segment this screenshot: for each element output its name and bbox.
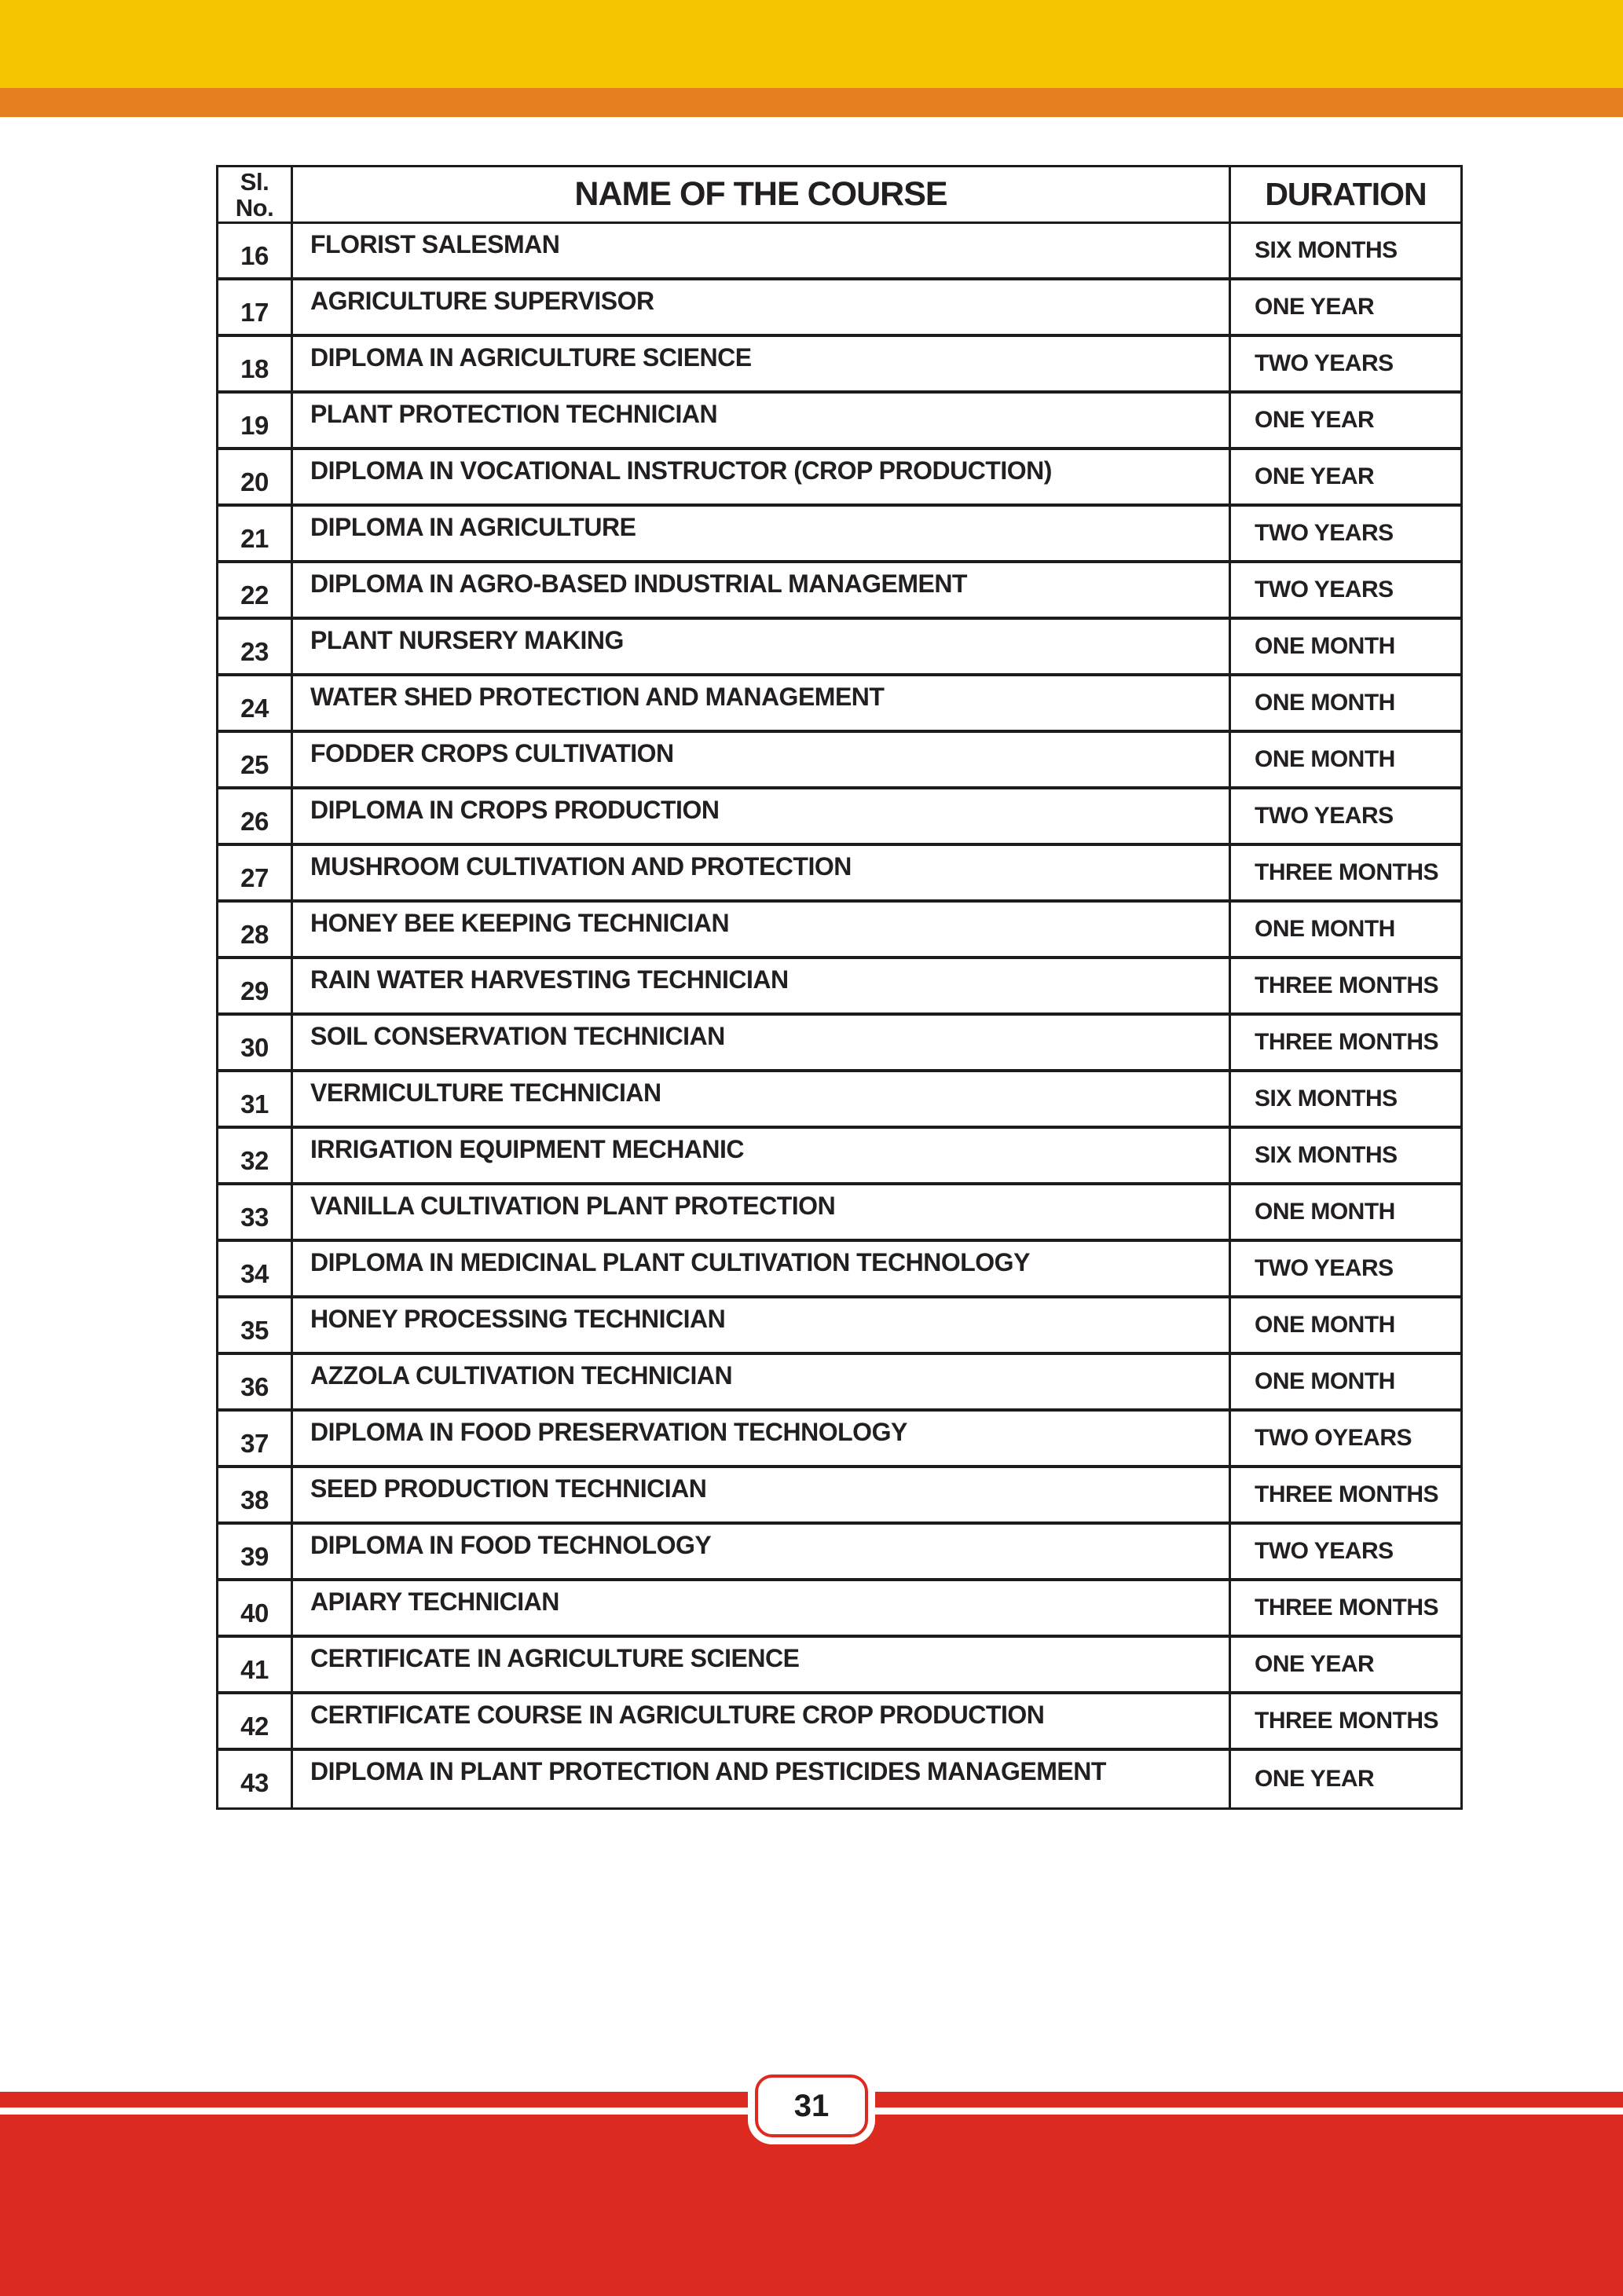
sl-no-cell: 20 [218, 450, 293, 504]
sl-no-cell: 41 [218, 1638, 293, 1691]
table-row [218, 394, 1460, 450]
table-row [218, 563, 1460, 620]
course-name-cell: IRRIGATION EQUIPMENT MECHANIC [293, 1129, 1231, 1182]
page-number: 31 [793, 2088, 830, 2123]
header-duration [1231, 167, 1460, 222]
table-row [218, 1016, 1460, 1072]
table-row [218, 1072, 1460, 1129]
table-row [218, 1581, 1460, 1638]
table-row [218, 846, 1460, 903]
course-name-cell: DIPLOMA IN CROPS PRODUCTION [293, 789, 1231, 843]
duration-cell: ONE YEAR [1255, 1766, 1375, 1792]
duration-cell: THREE MONTHS [1255, 1029, 1438, 1055]
duration-cell: TWO YEARS [1255, 577, 1394, 602]
header-course-name-label: NAME OF THE COURSE [574, 175, 947, 213]
duration-cell: THREE MONTHS [1255, 972, 1438, 998]
duration-cell: TWO YEARS [1255, 1255, 1394, 1281]
header-sl-no [218, 167, 293, 222]
sl-no-cell: 22 [218, 563, 293, 617]
duration-cell: SIX MONTHS [1255, 237, 1398, 263]
course-name-cell: SEED PRODUCTION TECHNICIAN [293, 1468, 1231, 1522]
table-row [218, 1185, 1460, 1242]
top-yellow-banner [0, 0, 1623, 88]
sl-no-cell: 42 [218, 1694, 293, 1748]
course-name-cell: DIPLOMA IN AGRICULTURE SCIENCE [293, 337, 1231, 390]
sl-no-cell: 26 [218, 789, 293, 843]
course-name-cell: RAIN WATER HARVESTING TECHNICIAN [293, 959, 1231, 1013]
sl-no-cell: 18 [218, 337, 293, 390]
sl-no-cell: 21 [218, 507, 293, 560]
table-row [218, 733, 1460, 789]
course-name-cell: VANILLA CULTIVATION PLANT PROTECTION [293, 1185, 1231, 1239]
table-row [218, 959, 1460, 1016]
duration-cell: ONE MONTH [1255, 690, 1395, 716]
sl-no-cell: 33 [218, 1185, 293, 1239]
course-table [216, 165, 1463, 1810]
duration-cell: ONE YEAR [1255, 463, 1375, 489]
table-row [218, 903, 1460, 959]
table-row [218, 1694, 1460, 1751]
sl-no-cell: 25 [218, 733, 293, 786]
table-header-row [218, 167, 1460, 224]
table-row [218, 337, 1460, 394]
sl-no-cell: 27 [218, 846, 293, 899]
table-row [218, 1468, 1460, 1525]
course-name-cell: HONEY PROCESSING TECHNICIAN [293, 1298, 1231, 1352]
course-name-cell: DIPLOMA IN MEDICINAL PLANT CULTIVATION TECHNOLOGY [293, 1242, 1231, 1295]
top-orange-banner [0, 88, 1623, 117]
duration-cell: ONE MONTH [1255, 633, 1395, 659]
duration-cell: TWO YEARS [1255, 520, 1394, 546]
course-name-cell: DIPLOMA IN FOOD PRESERVATION TECHNOLOGY [293, 1412, 1231, 1465]
duration-cell: ONE YEAR [1255, 1651, 1375, 1677]
course-name-cell: DIPLOMA IN VOCATIONAL INSTRUCTOR (CROP PRODUCTION) [293, 450, 1231, 504]
duration-cell: ONE MONTH [1255, 1199, 1395, 1225]
table-row [218, 1751, 1460, 1807]
table-row [218, 224, 1460, 280]
duration-cell: SIX MONTHS [1255, 1142, 1398, 1168]
sl-no-cell: 29 [218, 959, 293, 1013]
sl-no-cell: 16 [218, 224, 293, 277]
course-name-cell: HONEY BEE KEEPING TECHNICIAN [293, 903, 1231, 956]
table-body [218, 224, 1460, 1807]
sl-no-cell: 19 [218, 394, 293, 447]
duration-cell: ONE YEAR [1255, 407, 1375, 433]
duration-cell: SIX MONTHS [1255, 1086, 1398, 1111]
course-name-cell: APIARY TECHNICIAN [293, 1581, 1231, 1635]
duration-cell: TWO YEARS [1255, 803, 1394, 829]
table-row [218, 676, 1460, 733]
sl-no-cell: 34 [218, 1242, 293, 1295]
sl-no-cell: 31 [218, 1072, 293, 1126]
table-row [218, 1298, 1460, 1355]
table-row [218, 789, 1460, 846]
sl-no-cell: 35 [218, 1298, 293, 1352]
duration-cell: TWO OYEARS [1255, 1425, 1412, 1451]
header-duration-label: DURATION [1265, 176, 1427, 212]
course-name-cell: DIPLOMA IN PLANT PROTECTION AND PESTICIDES MANAGEMENT [293, 1751, 1231, 1807]
course-name-cell: CERTIFICATE COURSE IN AGRICULTURE CROP PRODUCTION [293, 1694, 1231, 1748]
sl-no-cell: 28 [218, 903, 293, 956]
sl-no-cell: 43 [218, 1751, 293, 1807]
sl-no-cell: 23 [218, 620, 293, 673]
course-name-cell: DIPLOMA IN AGRO-BASED INDUSTRIAL MANAGEMENT [293, 563, 1231, 617]
duration-cell: ONE MONTH [1255, 1312, 1395, 1338]
footer-red-block [0, 2115, 1623, 2296]
sl-no-cell: 37 [218, 1412, 293, 1465]
table-row [218, 1129, 1460, 1185]
course-name-cell: CERTIFICATE IN AGRICULTURE SCIENCE [293, 1638, 1231, 1691]
sl-no-cell: 39 [218, 1525, 293, 1578]
sl-no-cell: 40 [218, 1581, 293, 1635]
duration-cell: THREE MONTHS [1255, 1708, 1438, 1734]
course-name-cell: AGRICULTURE SUPERVISOR [293, 280, 1231, 334]
course-name-cell: AZZOLA CULTIVATION TECHNICIAN [293, 1355, 1231, 1408]
table-row [218, 1412, 1460, 1468]
duration-cell: ONE MONTH [1255, 916, 1395, 942]
duration-cell: TWO YEARS [1255, 1538, 1394, 1564]
duration-cell: ONE MONTH [1255, 746, 1395, 772]
duration-cell: THREE MONTHS [1255, 1595, 1438, 1620]
table-row [218, 280, 1460, 337]
sl-no-cell: 30 [218, 1016, 293, 1069]
course-name-cell: PLANT NURSERY MAKING [293, 620, 1231, 673]
course-name-cell: WATER SHED PROTECTION AND MANAGEMENT [293, 676, 1231, 730]
course-name-cell: PLANT PROTECTION TECHNICIAN [293, 394, 1231, 447]
course-name-cell: FODDER CROPS CULTIVATION [293, 733, 1231, 786]
sl-no-cell: 17 [218, 280, 293, 334]
duration-cell: THREE MONTHS [1255, 859, 1438, 885]
duration-cell: ONE YEAR [1255, 294, 1375, 320]
sl-no-cell: 32 [218, 1129, 293, 1182]
course-name-cell: VERMICULTURE TECHNICIAN [293, 1072, 1231, 1126]
table-row [218, 620, 1460, 676]
table-row [218, 1242, 1460, 1298]
course-name-cell: FLORIST SALESMAN [293, 224, 1231, 277]
header-sl-line2: No. [235, 193, 274, 222]
sl-no-cell: 38 [218, 1468, 293, 1522]
table-row [218, 450, 1460, 507]
page-number-badge [755, 2074, 868, 2137]
header-course-name [293, 167, 1231, 222]
sl-no-cell: 36 [218, 1355, 293, 1408]
duration-cell: THREE MONTHS [1255, 1481, 1438, 1507]
table-row [218, 1638, 1460, 1694]
duration-cell: ONE MONTH [1255, 1368, 1395, 1394]
sl-no-cell: 24 [218, 676, 293, 730]
table-row [218, 507, 1460, 563]
table-row [218, 1355, 1460, 1412]
course-name-cell: DIPLOMA IN FOOD TECHNOLOGY [293, 1525, 1231, 1578]
course-name-cell: DIPLOMA IN AGRICULTURE [293, 507, 1231, 560]
duration-cell: TWO YEARS [1255, 350, 1394, 376]
course-name-cell: SOIL CONSERVATION TECHNICIAN [293, 1016, 1231, 1069]
course-name-cell: MUSHROOM CULTIVATION AND PROTECTION [293, 846, 1231, 899]
header-sl-line1: Sl. [240, 167, 269, 196]
table-row [218, 1525, 1460, 1581]
